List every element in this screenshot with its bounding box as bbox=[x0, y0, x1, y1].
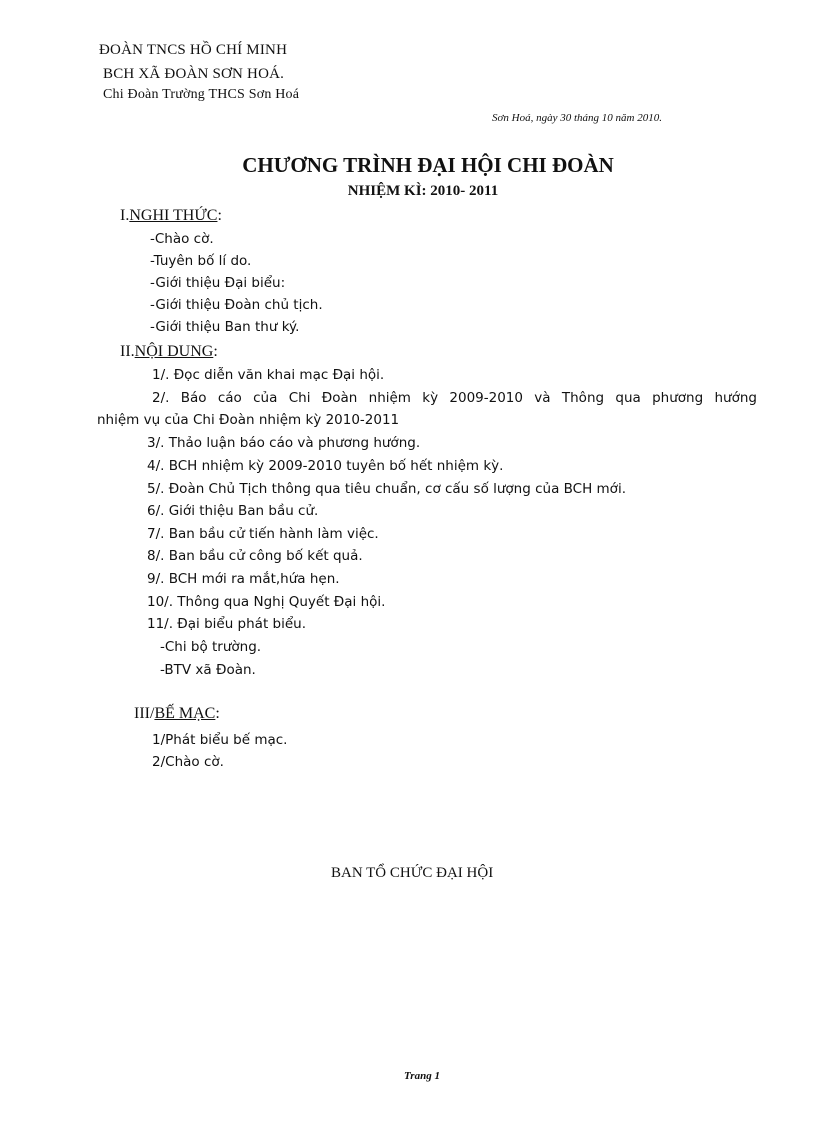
section-number: I. bbox=[120, 207, 130, 224]
section-colon: : bbox=[213, 343, 218, 360]
list-item: 5/. Đoàn Chủ Tịch thông qua tiêu chuẩn, cơ cấu số lượng của BCH mới. bbox=[147, 481, 626, 497]
list-sub-item: -BTV xã Đoàn. bbox=[160, 662, 256, 678]
section-title: NGHI THỨC bbox=[129, 207, 218, 224]
section-heading-nghi-thuc bbox=[120, 207, 222, 225]
section-heading-noi-dung bbox=[120, 343, 218, 361]
list-item: -Giới thiệu Đoàn chủ tịch. bbox=[150, 297, 323, 313]
list-sub-item: -Chi bộ trường. bbox=[160, 639, 262, 655]
organizer-label: BAN TỔ CHỨC ĐẠI HỘI bbox=[331, 865, 494, 881]
list-item: 3/. Thảo luận báo cáo và phương hướng. bbox=[147, 435, 421, 451]
list-item: 4/. BCH nhiệm kỳ 2009-2010 tuyên bố hết nhiệm kỳ. bbox=[147, 458, 504, 474]
section-number: III/ bbox=[134, 705, 155, 722]
list-item: 2/. Báo cáo của Chi Đoàn nhiệm kỳ 2009-2010 và Thông qua phương hướng bbox=[152, 390, 757, 406]
org-header-line-2: BCH XÃ ĐOÀN SƠN HOÁ. bbox=[103, 66, 285, 82]
section-title: NỘI DUNG bbox=[134, 343, 214, 360]
list-item: 2/Chào cờ. bbox=[152, 754, 224, 770]
section-colon: : bbox=[215, 705, 220, 722]
document-title: CHƯƠNG TRÌNH ĐẠI HỘI CHI ĐOÀN bbox=[242, 153, 614, 177]
page-number: Trang 1 bbox=[404, 1070, 440, 1082]
section-number: II. bbox=[120, 343, 135, 360]
list-item: 10/. Thông qua Nghị Quyết Đại hội. bbox=[147, 594, 386, 610]
list-item-continuation: nhiệm vụ của Chi Đoàn nhiệm kỳ 2010-2011 bbox=[97, 412, 400, 428]
list-item: 11/. Đại biểu phát biểu. bbox=[147, 616, 307, 632]
section-heading-be-mac bbox=[134, 705, 220, 723]
document-date: Sơn Hoá, ngày 30 tháng 10 năm 2010. bbox=[492, 112, 662, 124]
section-title: BẾ MẠC bbox=[154, 705, 216, 722]
list-item: 6/. Giới thiệu Ban bầu cử. bbox=[147, 503, 319, 519]
list-item: 8/. Ban bầu cử công bố kết quả. bbox=[147, 548, 363, 564]
list-item: -Giới thiệu Ban thư ký. bbox=[150, 319, 300, 335]
list-item: -Chào cờ. bbox=[150, 231, 214, 247]
document-subtitle: NHIỆM KÌ: 2010- 2011 bbox=[347, 183, 499, 199]
section-colon: : bbox=[217, 207, 222, 224]
list-item: -Tuyên bố lí do. bbox=[150, 253, 252, 269]
list-item: 1/. Đọc diễn văn khai mạc Đại hội. bbox=[152, 367, 385, 383]
org-header-line-1: ĐOÀN TNCS HỒ CHÍ MINH bbox=[99, 42, 288, 58]
list-item: 1/Phát biểu bế mạc. bbox=[152, 732, 288, 748]
list-item: -Giới thiệu Đại biểu: bbox=[150, 275, 286, 291]
list-item: 9/. BCH mới ra mắt,hứa hẹn. bbox=[147, 571, 340, 587]
org-header-line-3: Chi Đoàn Trường THCS Sơn Hoá bbox=[103, 87, 300, 102]
list-item: 7/. Ban bầu cử tiến hành làm việc. bbox=[147, 526, 379, 542]
